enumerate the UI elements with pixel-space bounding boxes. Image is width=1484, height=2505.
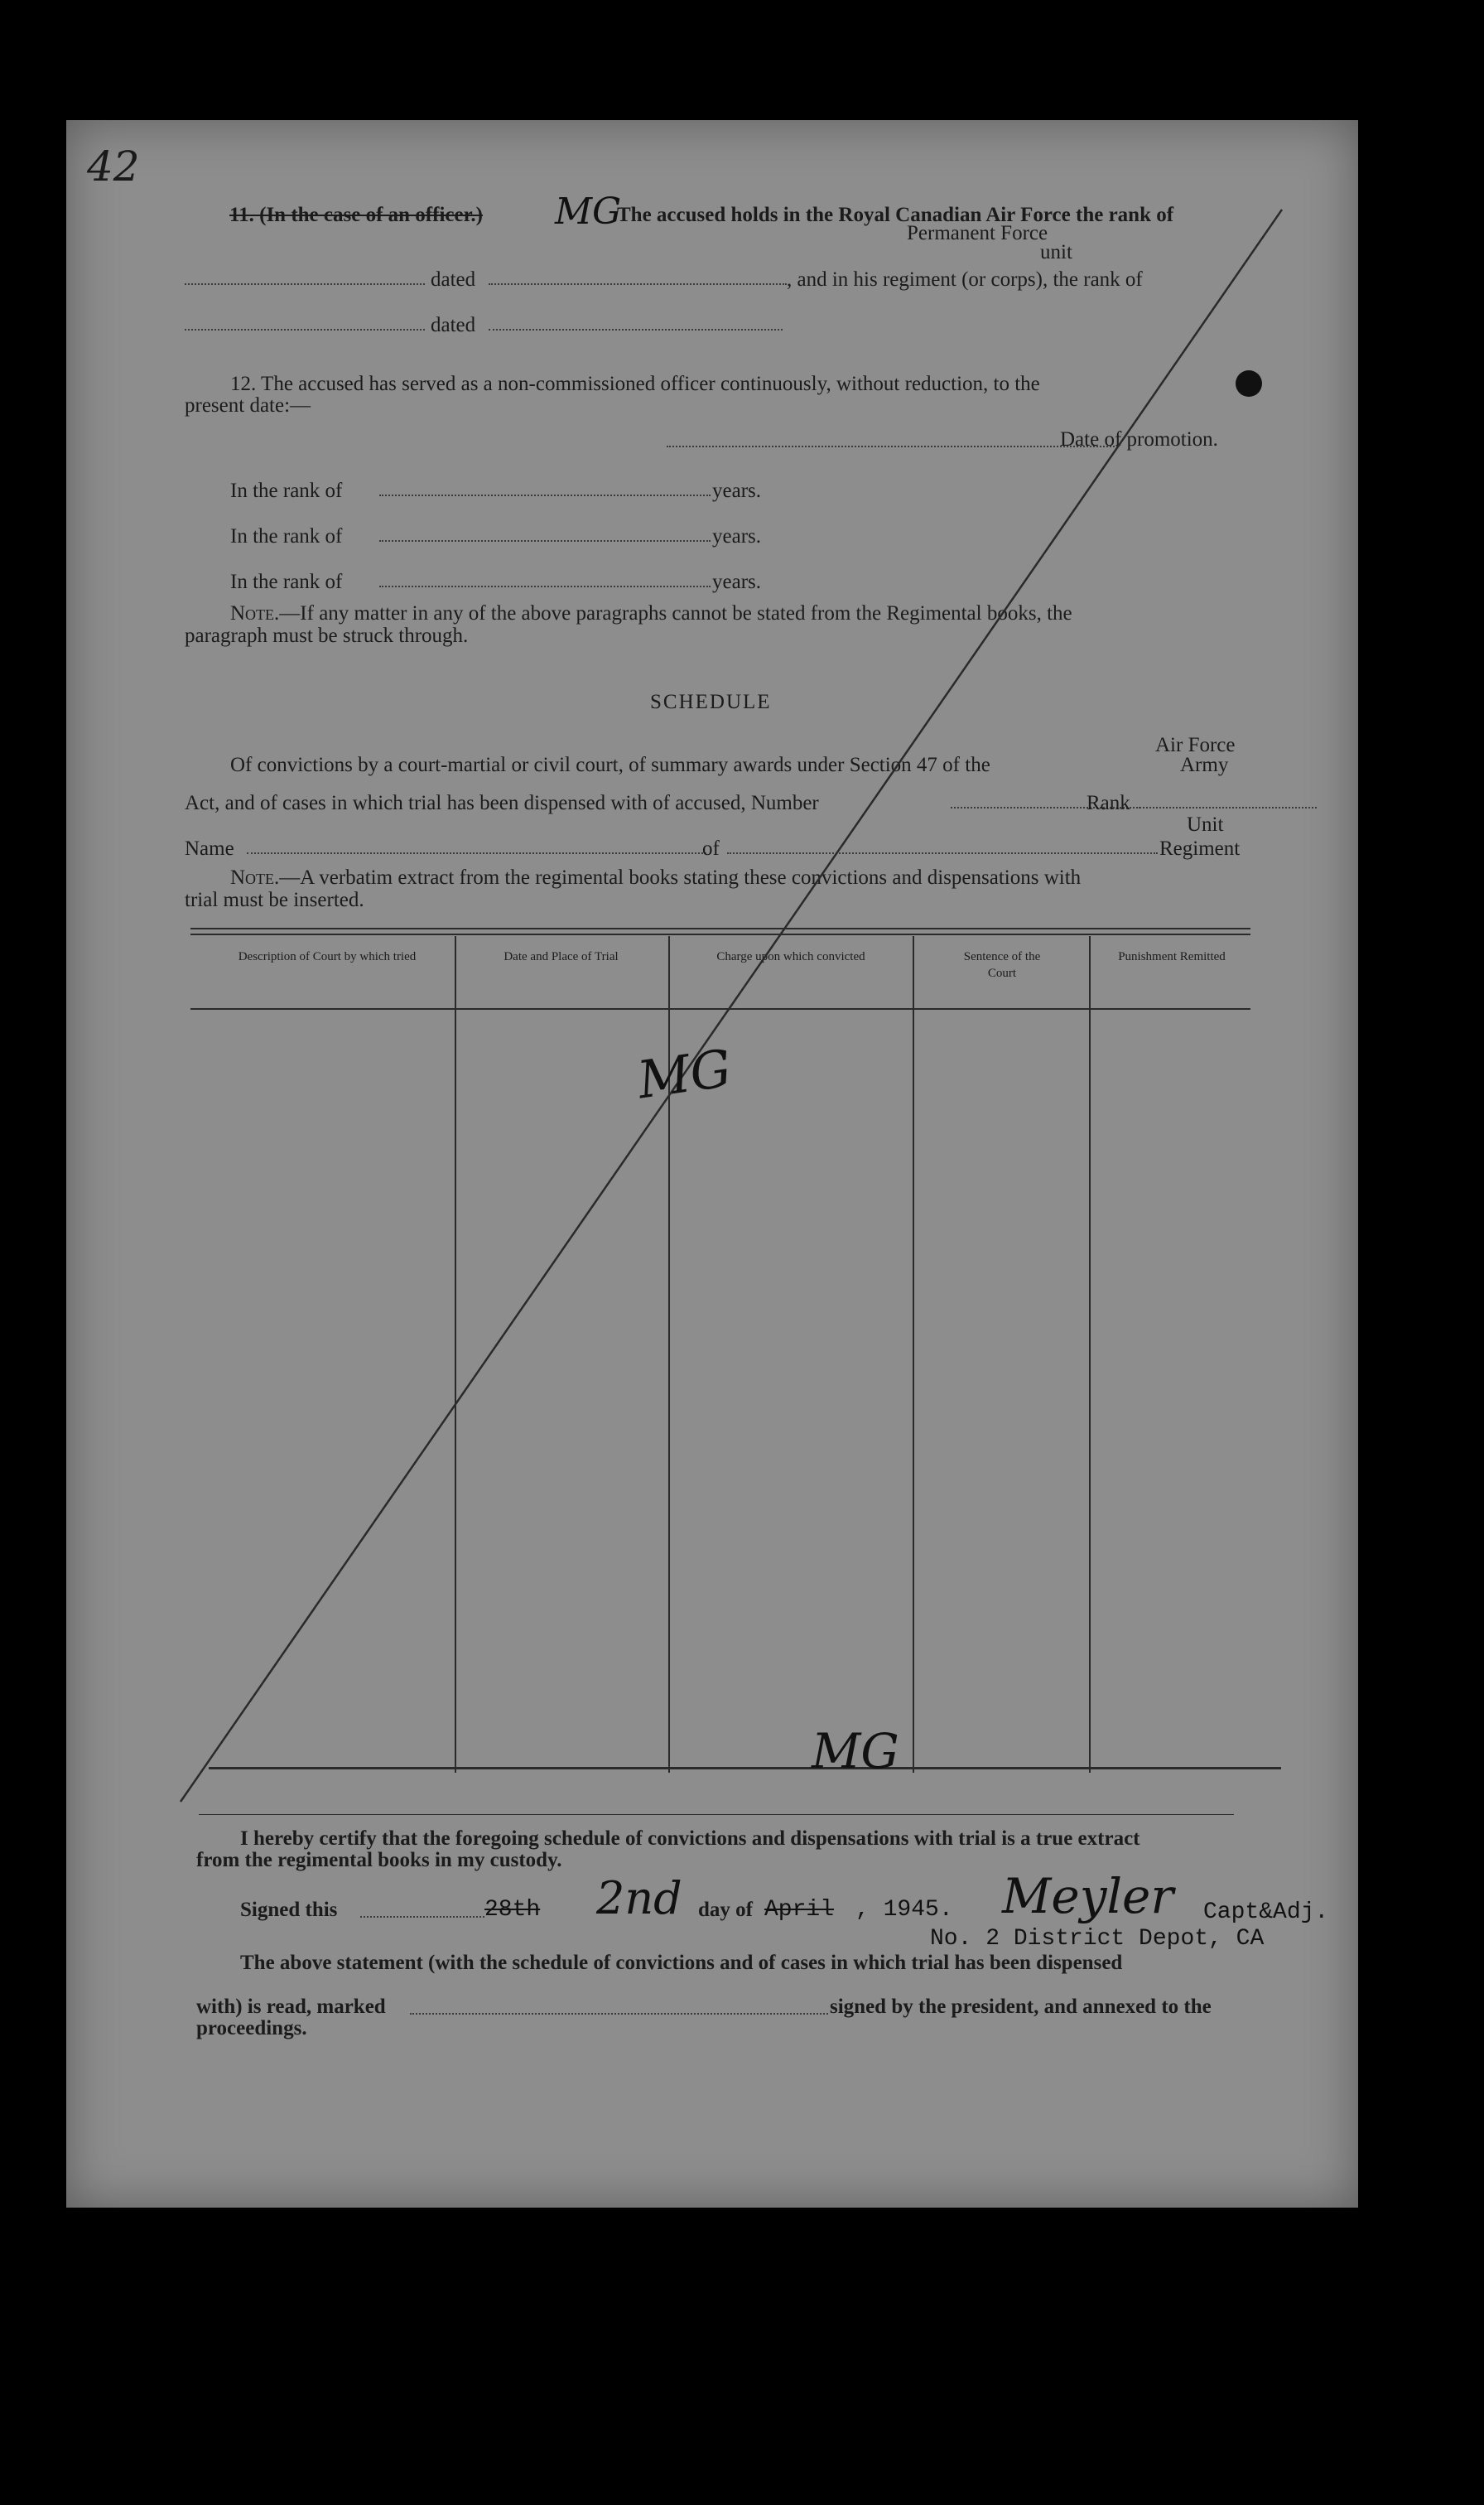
army-label: Army	[1180, 754, 1229, 776]
para11-lead: 11. (In the case of an officer.)	[229, 204, 483, 226]
dated-label-2: dated	[431, 314, 476, 336]
note1-line2: paragraph must be struck through.	[185, 625, 469, 647]
column-header: Charge upon which convicted	[716, 950, 865, 963]
column-header: Punishment Remitted	[1118, 950, 1226, 963]
handwritten-initials-table: MG	[634, 1037, 735, 1111]
permanent-force-label: Permanent Force	[907, 222, 1048, 244]
unit-label: unit	[1040, 241, 1072, 263]
statement-line2a: with) is read, marked	[196, 1996, 386, 2018]
column-header: Date and Place of Trial	[504, 950, 619, 963]
para11-text: The accused holds in the Royal Canadian Air Force the rank of	[617, 204, 1174, 226]
of-label: of	[702, 837, 720, 860]
column-header: Description of Court by which tried	[238, 950, 417, 963]
years-label-2: years.	[712, 525, 761, 548]
note1-label: Note.	[230, 602, 280, 625]
signed-this-label: Signed this	[240, 1899, 338, 1921]
regiment-label: Regiment	[1159, 837, 1241, 860]
handwritten-day: 2nd	[596, 1872, 682, 1924]
date-of-promotion-label: Date of promotion.	[1060, 428, 1218, 451]
struck-day: 28th	[484, 1897, 541, 1923]
para12-line2: present date:—	[185, 394, 311, 417]
handwritten-initials-bottom: MG	[812, 1723, 899, 1779]
years-label-3: years.	[712, 571, 761, 593]
struck-month: April	[764, 1897, 835, 1923]
page-number: 42	[87, 142, 140, 191]
title-stamp: Capt&Adj.	[1203, 1899, 1329, 1925]
name-label: Name	[185, 837, 234, 860]
divider-rule	[199, 1814, 1234, 1815]
blank-line	[360, 1916, 484, 1918]
column-header: Sentence of the Court	[963, 950, 1041, 981]
years-label-1: years.	[712, 480, 761, 502]
schedule-note-text: —A verbatim extract from the regimental books stating these convictions and dispensations with	[279, 866, 1082, 889]
schedule-note-line2: trial must be inserted.	[185, 889, 364, 911]
schedule-note-label: Note.	[230, 866, 280, 889]
rank-label: Rank	[1086, 792, 1130, 814]
blank-line	[410, 2013, 828, 2015]
rank-label-2: In the rank of	[230, 525, 343, 548]
handwritten-signature: Meyler	[1002, 1868, 1174, 1924]
schedule-line2: Act, and of cases in which trial has been dispensed with of accused, Number	[185, 792, 819, 814]
regiment-rank-text: , and in his regiment (or corps), the rank of	[787, 268, 1143, 291]
document-page	[66, 120, 1358, 2208]
handwritten-initials: MG	[555, 191, 622, 233]
unit-label-2: Unit	[1187, 813, 1224, 836]
air-force-label: Air Force	[1155, 734, 1236, 756]
depot-stamp: No. 2 District Depot, CA	[930, 1926, 1265, 1952]
statement-line2b: signed by the president, and annexed to the	[830, 1996, 1212, 2018]
rank-label-3: In the rank of	[230, 571, 343, 593]
para12-line1: 12. The accused has served as a non-commissioned officer continuously, without reduction, to the	[230, 373, 1040, 395]
statement-line3: proceedings.	[196, 2017, 307, 2039]
year-text: , 1945.	[855, 1897, 953, 1923]
day-of-label: day of	[698, 1899, 753, 1921]
dated-label: dated	[431, 268, 476, 291]
schedule-line1: Of convictions by a court-martial or civil court, of summary awards under Section 47 of the	[230, 754, 990, 776]
note1-text: —If any matter in any of the above paragraphs cannot be stated from the Regimental books, the	[279, 602, 1072, 625]
certification-line2: from the regimental books in my custody.	[196, 1849, 562, 1871]
certification-line1: I hereby certify that the foregoing schedule of convictions and dispensations with trial is a true extract	[240, 1827, 1140, 1850]
rank-label-1: In the rank of	[230, 480, 343, 502]
schedule-title: SCHEDULE	[650, 691, 772, 713]
statement-line1: The above statement (with the schedule of convictions and of cases in which trial has been dispensed	[240, 1952, 1123, 1974]
